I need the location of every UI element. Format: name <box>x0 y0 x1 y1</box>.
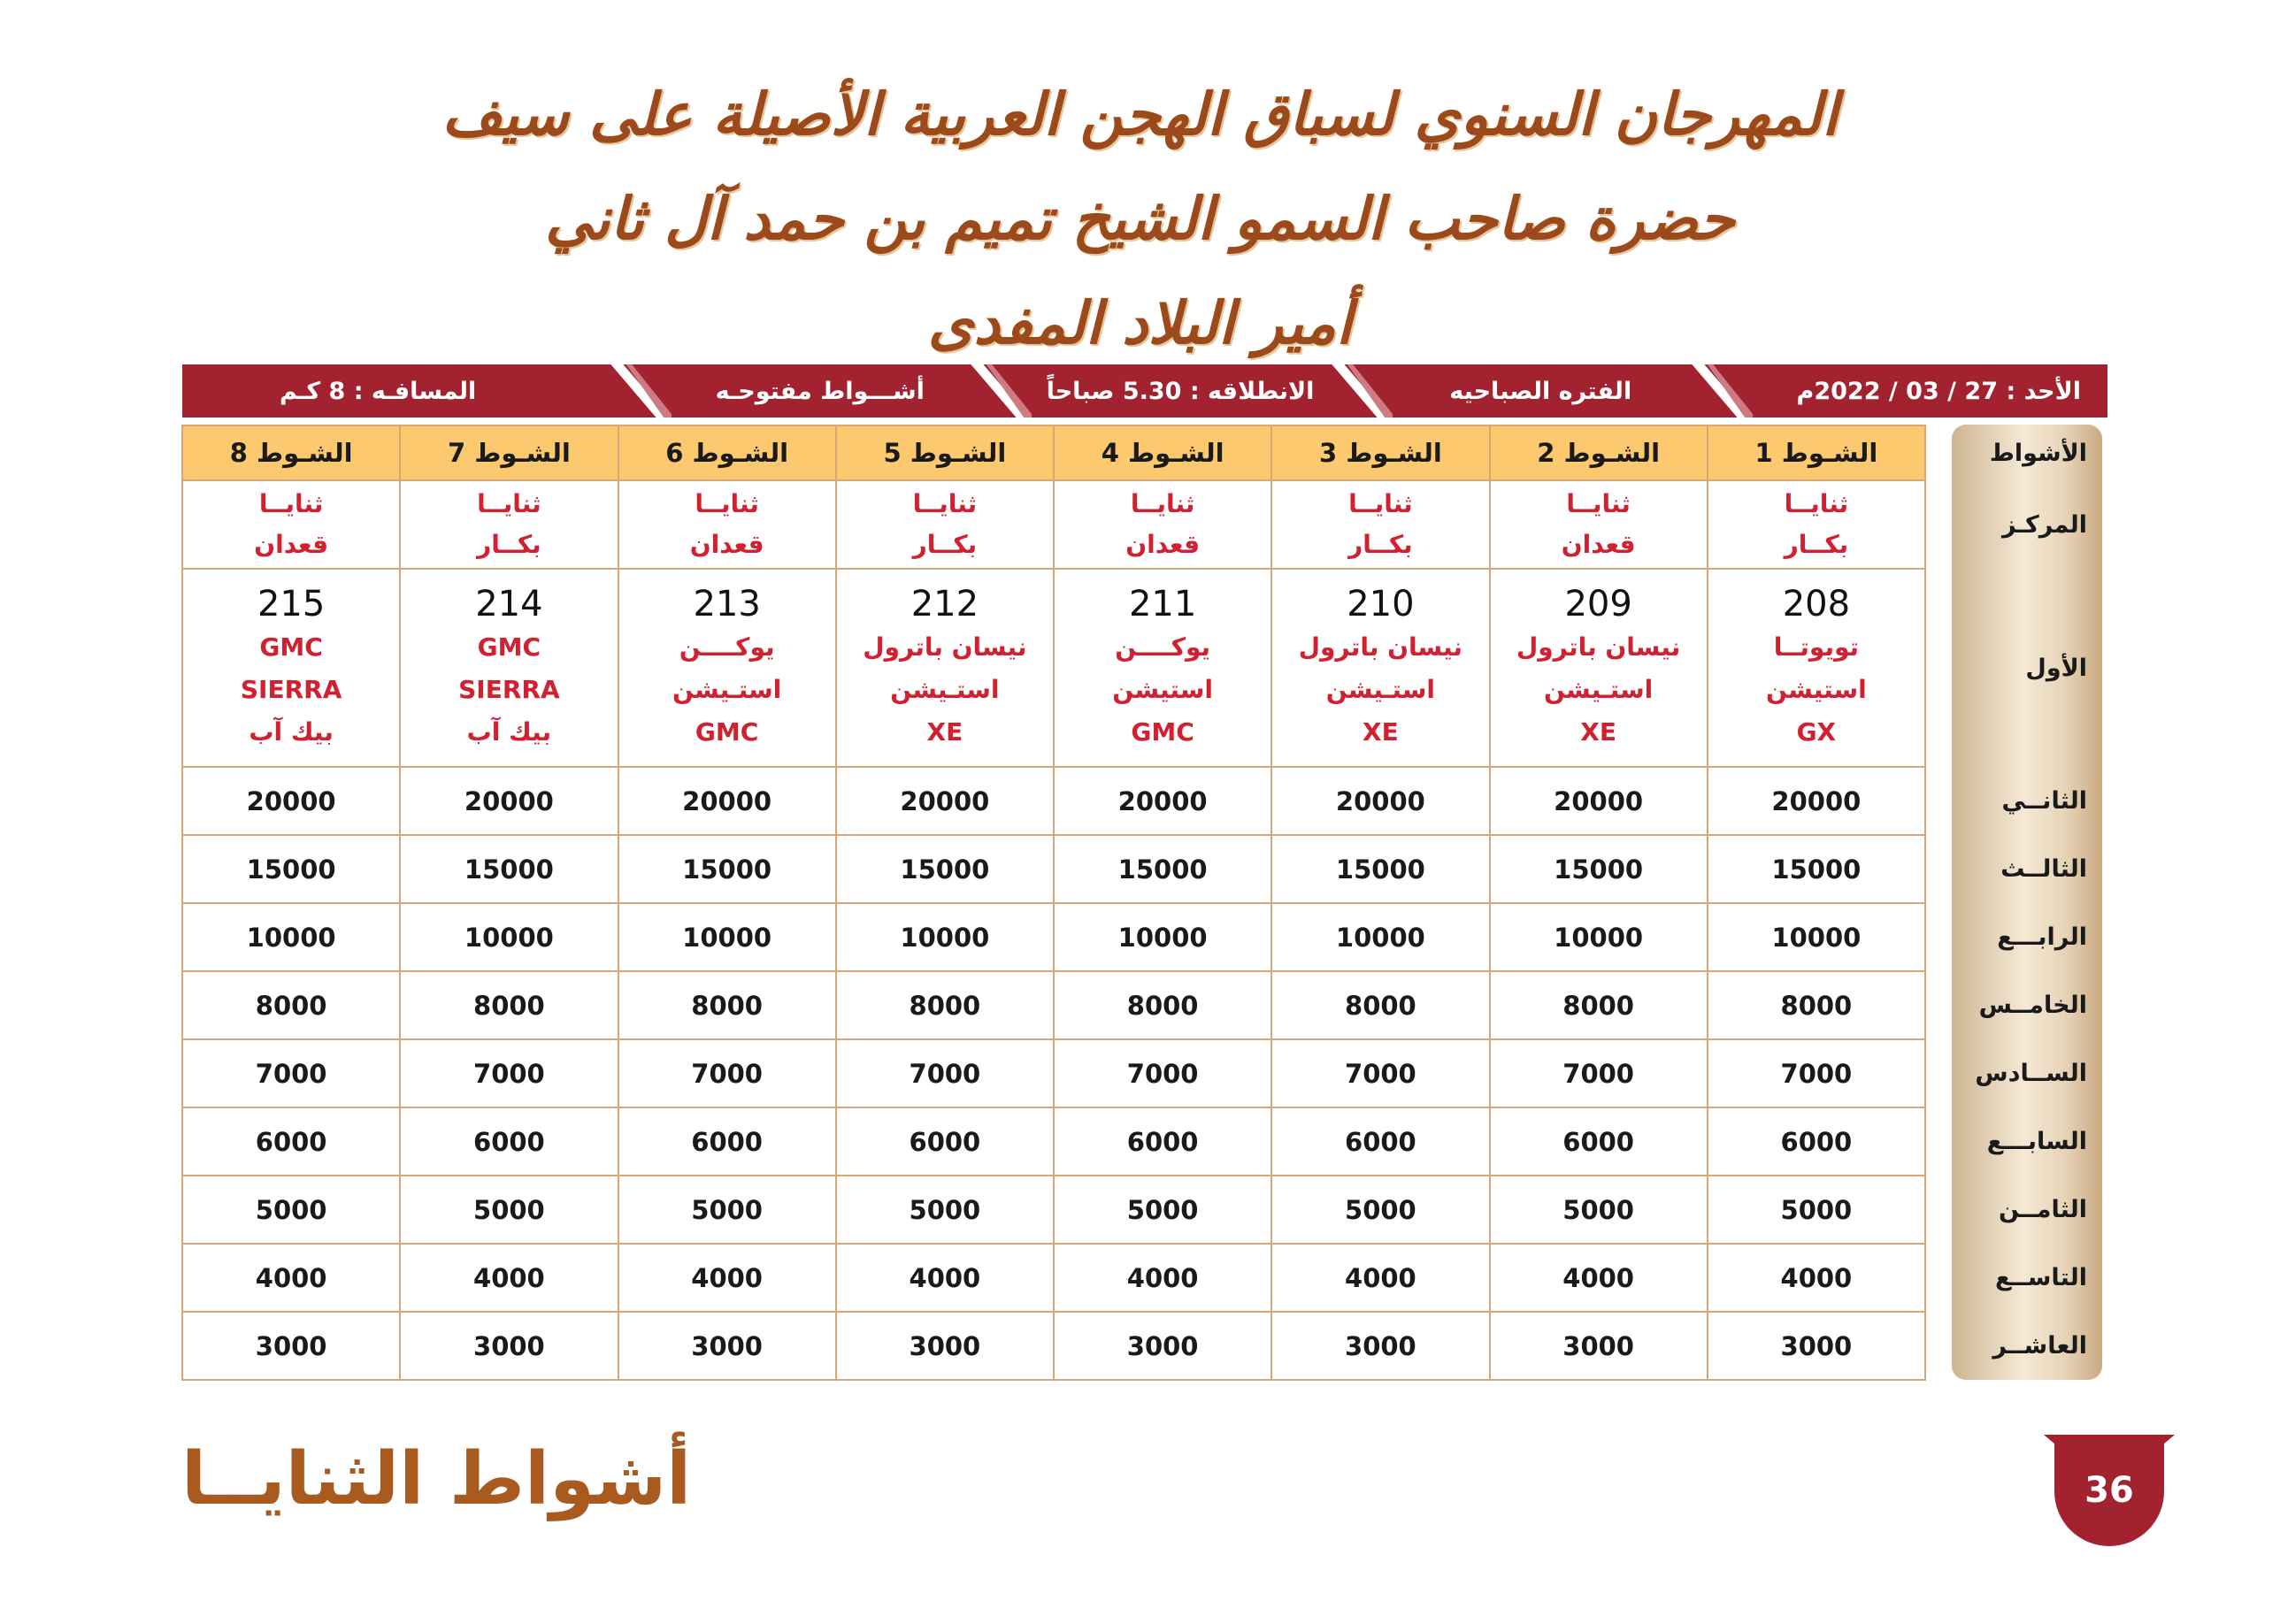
prize-value: 15000 <box>1490 835 1708 903</box>
prize-value: 10000 <box>182 903 400 971</box>
car-prize-line: استيشن <box>1112 675 1213 704</box>
prize-label <box>1940 1107 2107 1176</box>
center-gender: قعدان <box>689 530 764 559</box>
label-center <box>1940 480 2107 569</box>
car-prize-line: بيك آب <box>466 717 552 747</box>
banner-distance <box>182 364 640 417</box>
prize-value: 6000 <box>1490 1107 1708 1176</box>
prize-value: 7000 <box>182 1039 400 1107</box>
car-prize-line: XE <box>926 717 963 747</box>
prize-value: 10000 <box>1708 903 1925 971</box>
banner-races-text: أشـــواط مفتوحـه <box>715 377 925 405</box>
prize-value: 15000 <box>1708 835 1925 903</box>
header-line-1: المهرجان السنوي لسباق الهجن العربية الأصيلة على سيف <box>441 80 1839 149</box>
banner-period <box>1361 364 1721 417</box>
car-prize-line: بيك آب <box>249 717 334 747</box>
first-place-row <box>182 569 2107 767</box>
prize-value: 5000 <box>1054 1176 1271 1244</box>
prize-value: 7000 <box>1054 1039 1271 1107</box>
prize-value: 20000 <box>1708 767 1925 835</box>
car-prize-line: استـيشن <box>890 675 1000 704</box>
prize-value: 7000 <box>1490 1039 1708 1107</box>
prize-value: 5000 <box>618 1176 836 1244</box>
prize-value: 7000 <box>400 1039 618 1107</box>
car-prize-line: استـيشن <box>672 675 782 704</box>
prize-value: 8000 <box>1708 971 1925 1039</box>
prize-value: 3000 <box>1271 1312 1489 1380</box>
prize-value: 3000 <box>400 1312 618 1380</box>
prize-value: 15000 <box>400 835 618 903</box>
prize-value: 4000 <box>1271 1244 1489 1312</box>
prize-value: 5000 <box>400 1176 618 1244</box>
prize-label <box>1940 1176 2107 1244</box>
first-prize-cell <box>1490 569 1708 767</box>
banner-races <box>640 364 1000 417</box>
prize-row <box>182 971 2107 1039</box>
car-prize-line: XE <box>1363 717 1399 747</box>
center-cell <box>1054 480 1271 569</box>
center-age: ثنايــا <box>1784 489 1849 518</box>
column-gap <box>1925 1312 1940 1380</box>
prize-value: 15000 <box>1271 835 1489 903</box>
header-line-3: أمير البلاد المفدى <box>927 288 1353 357</box>
car-prize-line: استيشن <box>1766 675 1867 704</box>
race-header: الشـوط 5 <box>836 425 1054 480</box>
prize-value: 4000 <box>400 1244 618 1312</box>
header-title <box>0 62 2280 375</box>
prize-label-text: الثالــث <box>2000 855 2087 883</box>
first-prize-cell <box>1271 569 1489 767</box>
race-header: الشـوط 6 <box>618 425 836 480</box>
prize-value: 10000 <box>400 903 618 971</box>
car-prize-line: SIERRA <box>240 675 342 704</box>
race-header: الشـوط 8 <box>182 425 400 480</box>
column-gap <box>1925 1107 1940 1176</box>
label-races-text: الأشواط <box>1989 439 2087 467</box>
race-header: الشـوط 4 <box>1054 425 1271 480</box>
prize-value: 15000 <box>618 835 836 903</box>
car-prize-line: نيسان باترول <box>1516 632 1681 662</box>
prize-value: 8000 <box>618 971 836 1039</box>
prize-value: 6000 <box>1054 1107 1271 1176</box>
prize-value: 4000 <box>1054 1244 1271 1312</box>
prize-row <box>182 767 2107 835</box>
car-prize-line: استـيشن <box>1325 675 1435 704</box>
prize-value: 10000 <box>1054 903 1271 971</box>
header-line-2: حضرة صاحب السمو الشيخ تميم بن حمد آل ثاني <box>545 184 1735 253</box>
race-number: 215 <box>257 584 326 624</box>
prize-value: 3000 <box>1708 1312 1925 1380</box>
first-prize-cell <box>400 569 618 767</box>
center-cell <box>182 480 400 569</box>
prize-value: 20000 <box>836 767 1054 835</box>
label-races <box>1940 425 2107 480</box>
column-gap <box>1925 1244 1940 1312</box>
center-gender: بكــار <box>477 530 541 559</box>
center-age: ثنايــا <box>1566 489 1631 518</box>
label-first <box>1940 569 2107 767</box>
race-header: الشـوط 2 <box>1490 425 1708 480</box>
race-header: الشـوط 3 <box>1271 425 1489 480</box>
center-cell <box>618 480 836 569</box>
car-prize-line: نيسان باترول <box>863 632 1027 662</box>
info-banner <box>182 364 2107 417</box>
prize-value: 4000 <box>618 1244 836 1312</box>
column-gap <box>1925 569 1940 767</box>
banner-start-text: الانطلاقه : 5.30 صباحاً <box>1046 377 1315 405</box>
prize-value: 8000 <box>182 971 400 1039</box>
prize-value: 7000 <box>618 1039 836 1107</box>
prize-value: 10000 <box>1271 903 1489 971</box>
prize-value: 6000 <box>182 1107 400 1176</box>
prize-value: 3000 <box>1054 1312 1271 1380</box>
prize-value: 20000 <box>400 767 618 835</box>
car-prize-line: XE <box>1580 717 1616 747</box>
center-age: ثنايــا <box>695 489 759 518</box>
race-header: الشـوط 7 <box>400 425 618 480</box>
prize-label-text: التاســع <box>1994 1264 2087 1291</box>
prize-value: 3000 <box>618 1312 836 1380</box>
prize-value: 5000 <box>836 1176 1054 1244</box>
prize-label <box>1940 1244 2107 1312</box>
first-prize-cell <box>182 569 400 767</box>
prize-label <box>1940 971 2107 1039</box>
prize-value: 6000 <box>1708 1107 1925 1176</box>
prize-value: 5000 <box>1271 1176 1489 1244</box>
first-prize-cell <box>618 569 836 767</box>
prize-row <box>182 835 2107 903</box>
race-number: 212 <box>910 584 979 624</box>
banner-date <box>1721 364 2107 417</box>
banner-date-text: الأحد : 27 / 03 / 2022م <box>1796 377 2081 405</box>
center-gender: قعدان <box>1125 530 1201 559</box>
prize-value: 3000 <box>182 1312 400 1380</box>
prize-value: 8000 <box>1490 971 1708 1039</box>
car-prize-line: نيسان باترول <box>1298 632 1462 662</box>
column-gap <box>1925 835 1940 903</box>
race-number: 213 <box>693 584 761 624</box>
label-center-text: المركـز <box>2001 510 2087 539</box>
prize-value: 10000 <box>1490 903 1708 971</box>
prize-value: 5000 <box>1708 1176 1925 1244</box>
prize-label-text: الرابـــع <box>1997 923 2087 951</box>
race-number: 210 <box>1347 584 1415 624</box>
column-gap <box>1925 425 1940 480</box>
prize-value: 4000 <box>182 1244 400 1312</box>
prize-value: 8000 <box>836 971 1054 1039</box>
race-header: الشـوط 1 <box>1708 425 1925 480</box>
prize-label-text: الثانــي <box>2001 787 2087 815</box>
prize-value: 3000 <box>1490 1312 1708 1380</box>
race-number: 211 <box>1128 584 1197 624</box>
center-gender: بكــار <box>912 530 978 559</box>
center-gender: قعدان <box>1561 530 1636 559</box>
first-prize-cell <box>836 569 1054 767</box>
prize-row <box>182 1176 2107 1244</box>
center-cell <box>1490 480 1708 569</box>
footer-title: أشواط الثنايــا <box>181 1437 692 1521</box>
center-gender: قعدان <box>254 530 329 559</box>
prize-value: 7000 <box>1271 1039 1489 1107</box>
prize-label-text: السابـــع <box>1986 1128 2087 1155</box>
prize-row <box>182 1107 2107 1176</box>
prize-value: 20000 <box>618 767 836 835</box>
prize-label-text: العاشــر <box>1992 1332 2087 1360</box>
first-prize-cell <box>1054 569 1271 767</box>
car-prize-line: GX <box>1796 717 1837 747</box>
prize-value: 4000 <box>1490 1244 1708 1312</box>
center-cell <box>1708 480 1925 569</box>
label-first-text: الأول <box>2025 654 2087 682</box>
center-age: ثنايــا <box>477 489 541 518</box>
car-prize-line: تويوتــا <box>1773 632 1860 662</box>
prize-row <box>182 903 2107 971</box>
car-prize-line: يوكــــن <box>1115 632 1211 662</box>
center-cell <box>836 480 1054 569</box>
banner-distance-text: المسافـه : 8 كـم <box>279 377 477 405</box>
prize-value: 5000 <box>1490 1176 1708 1244</box>
race-number: 214 <box>475 584 543 624</box>
prize-label <box>1940 835 2107 903</box>
prize-label <box>1940 767 2107 835</box>
race-number: 208 <box>1782 584 1851 624</box>
column-gap <box>1925 971 1940 1039</box>
center-age: ثنايــا <box>1348 489 1413 518</box>
center-row <box>182 480 2107 569</box>
prize-value: 20000 <box>182 767 400 835</box>
races-row <box>182 425 2107 480</box>
center-age: ثنايــا <box>258 489 324 518</box>
prize-value: 15000 <box>1054 835 1271 903</box>
column-gap <box>1925 480 1940 569</box>
prize-value: 4000 <box>836 1244 1054 1312</box>
prize-value: 7000 <box>836 1039 1054 1107</box>
prize-value: 4000 <box>1708 1244 1925 1312</box>
prize-label <box>1940 1039 2107 1107</box>
prize-row <box>182 1244 2107 1312</box>
center-cell <box>1271 480 1489 569</box>
center-age: ثنايــا <box>912 489 978 518</box>
prize-table <box>181 425 2107 1381</box>
center-gender: بكــار <box>1784 530 1849 559</box>
prize-value: 5000 <box>182 1176 400 1244</box>
prize-value: 6000 <box>618 1107 836 1176</box>
prize-row <box>182 1312 2107 1380</box>
prize-label-text: الســادس <box>1975 1060 2087 1087</box>
car-prize-line: GMC <box>259 632 323 662</box>
prize-value: 8000 <box>1054 971 1271 1039</box>
banner-period-text: الفتره الصباحيه <box>1449 377 1632 405</box>
prize-value: 15000 <box>836 835 1054 903</box>
prize-value: 10000 <box>836 903 1054 971</box>
column-gap <box>1925 903 1940 971</box>
column-gap <box>1925 1176 1940 1244</box>
prize-value: 8000 <box>1271 971 1489 1039</box>
prize-value: 6000 <box>836 1107 1054 1176</box>
page-number: 36 <box>2054 1435 2164 1546</box>
prize-value: 15000 <box>182 835 400 903</box>
prize-value: 20000 <box>1054 767 1271 835</box>
prize-value: 7000 <box>1708 1039 1925 1107</box>
prize-value: 6000 <box>1271 1107 1489 1176</box>
prize-value: 8000 <box>400 971 618 1039</box>
prize-value: 20000 <box>1490 767 1708 835</box>
center-gender: بكــار <box>1348 530 1413 559</box>
prize-label-text: الثامــن <box>1998 1196 2087 1223</box>
car-prize-line: GMC <box>1131 717 1194 747</box>
car-prize-line: GMC <box>477 632 541 662</box>
prize-label <box>1940 1312 2107 1380</box>
car-prize-line: SIERRA <box>458 675 560 704</box>
center-cell <box>400 480 618 569</box>
prize-row <box>182 1039 2107 1107</box>
first-prize-cell <box>1708 569 1925 767</box>
prize-value: 3000 <box>836 1312 1054 1380</box>
car-prize-line: يوكــــن <box>679 632 775 662</box>
center-age: ثنايــا <box>1130 489 1195 518</box>
banner-start <box>1000 364 1360 417</box>
prize-label-text: الخامــس <box>1978 992 2087 1019</box>
prize-label <box>1940 903 2107 971</box>
column-gap <box>1925 1039 1940 1107</box>
prize-value: 20000 <box>1271 767 1489 835</box>
column-gap <box>1925 767 1940 835</box>
race-number: 209 <box>1564 584 1632 624</box>
prize-value: 6000 <box>400 1107 618 1176</box>
car-prize-line: GMC <box>695 717 759 747</box>
car-prize-line: استـيشن <box>1543 675 1654 704</box>
prize-value: 10000 <box>618 903 836 971</box>
